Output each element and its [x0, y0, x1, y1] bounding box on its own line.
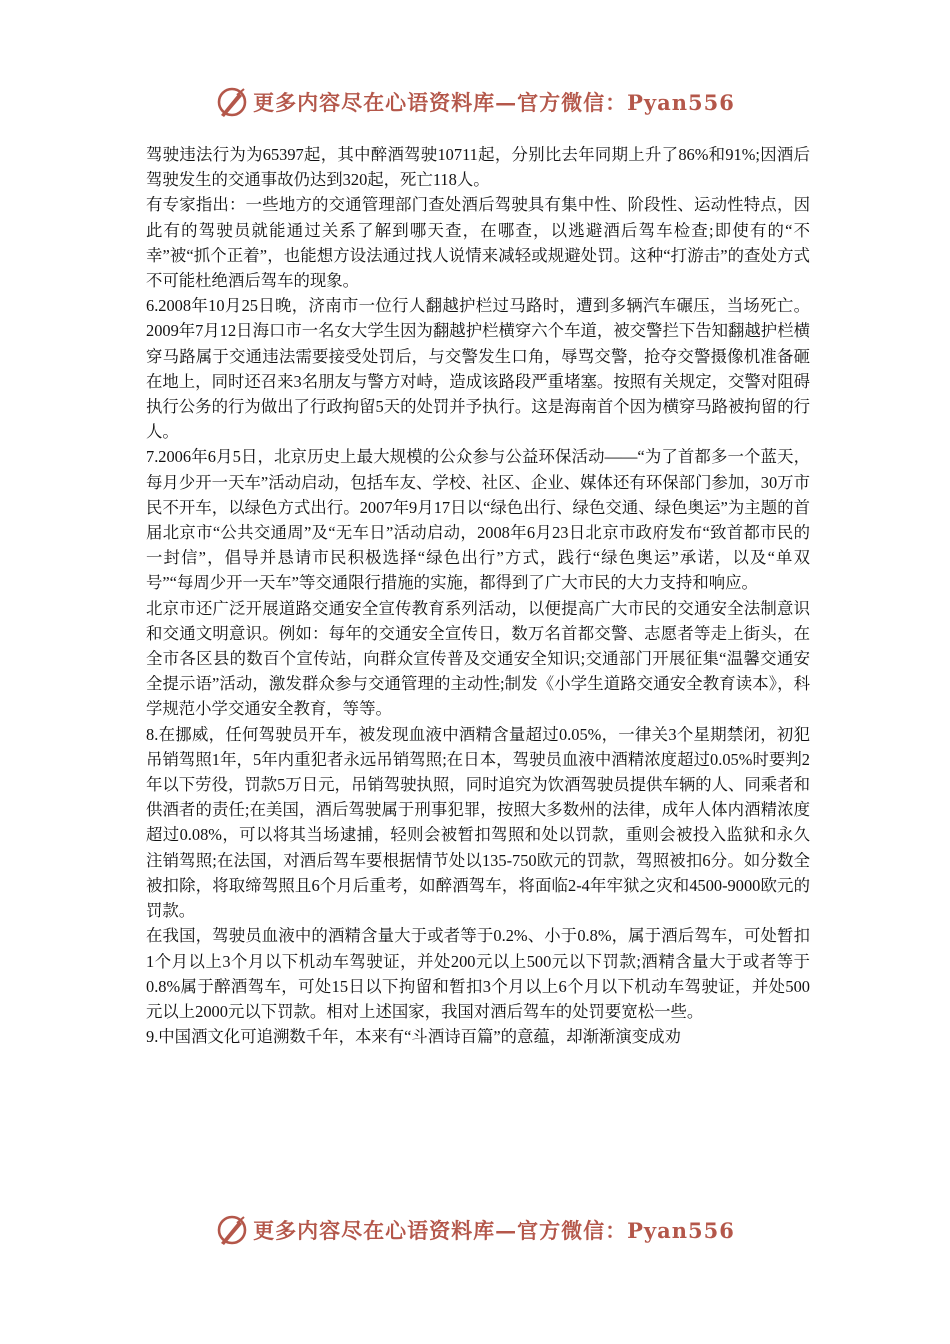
header-banner-text: 更多内容尽在心语资料库—官方微信：Pyan556	[253, 90, 735, 115]
header-banner	[0, 80, 950, 124]
paragraph-4: 7.2006年6月5日，北京历史上最大规模的公众参与公益环保活动——“为了首都多一个蓝天，每月少开一天车”活动启动，包括车友、学校、社区、企业、媒体还有环保部门参加，30万市民不开车，以绿色方式出行。2007年9月17日以“绿色出行、绿色交通、绿色奥运”为主题的首届北京市“公共交通周”及“无车日”活动启动，2008年6月23日北京市政府发布“致首都市民的一封信”，倡导并恳请市民积极选择“绿色出行”方式，践行“绿色奥运”承诺，以及“单双号”“每周少开一天车”等交通限行措施的实施，都得到了广大市民的大力支持和响应。	[146, 447, 810, 593]
footer-banner-text: 更多内容尽在心语资料库—官方微信：Pyan556	[253, 1218, 735, 1243]
pen-circle-logo-icon	[215, 85, 249, 119]
paragraph-5: 北京市还广泛开展道路交通安全宣传教育系列活动，以便提高广大市民的交通安全法制意识和交通文明意识。例如：每年的交通安全宣传日，数万名首都交警、志愿者等走上街头，在全市各区县的数百个宣传站，向群众宣传普及交通安全知识;交通部门开展征集“温馨交通安全提示语”活动，激发群众参与交通管理的主动性;制发《小学生道路交通安全教育读本》，科学规范小学交通安全教育，等等。	[146, 598, 810, 719]
paragraph-1: 驾驶违法行为为65397起，其中醉酒驾驶10711起，分别比去年同期上升了86%和91%;因酒后驾驶发生的交通事故仍达到320起，死亡118人。	[146, 145, 810, 190]
paragraph-8: 9.中国酒文化可追溯数千年，本来有“斗酒诗百篇”的意蕴，却渐渐演变成劝	[146, 1027, 681, 1047]
footer-banner	[0, 1208, 950, 1252]
paragraph-7: 在我国，驾驶员血液中的酒精含量大于或者等于0.2%、小于0.8%，属于酒后驾车，可处暂扣1个月以上3个月以下机动车驾驶证，并处200元以上500元以下罚款;酒精含量大于或者等于0.8%属于醉酒驾车，可处15日以下拘留和暂扣3个月以上6个月以下机动车驾驶证，并处500元以上2000元以下罚款。相对上述国家，我国对酒后驾车的处罚要宽松一些。	[146, 926, 810, 1021]
paragraph-3: 6.2008年10月25日晚，济南市一位行人翻越护栏过马路时，遭到多辆汽车碾压，当场死亡。2009年7月12日海口市一名女大学生因为翻越护栏横穿六个车道，被交警拦下告知翻越护栏横穿马路属于交通违法需要接受处罚后，与交警发生口角，辱骂交警，抢夺交警摄像机准备砸在地上，同时还召来3名朋友与警方对峙，造成该路段严重堵塞。按照有关规定，交警对阻碍执行公务的行为做出了行政拘留5天的处罚并予执行。这是海南首个因为横穿马路被拘留的行人。	[146, 296, 810, 442]
paragraph-6: 8.在挪威，任何驾驶员开车，被发现血液中酒精含量超过0.05%，一律关3个星期禁闭，初犯吊销驾照1年，5年内重犯者永远吊销驾照;在日本，驾驶员血液中酒精浓度超过0.05%时要判2年以下劳役，罚款5万日元，吊销驾驶执照，同时追究为饮酒驾驶员提供车辆的人、同乘者和供酒者的责任;在美国，酒后驾驶属于刑事犯罪，按照大多数州的法律，成年人体内酒精浓度超过0.08%，可以将其当场逮捕，轻则会被暂扣驾照和处以罚款，重则会被投入监狱和永久注销驾照;在法国，对酒后驾车要根据情节处以135-750欧元的罚款，驾照被扣6分。如分数全被扣除，将取缔驾照且6个月后重考，如醉酒驾车，将面临2-4年牢狱之灾和4500-9000欧元的罚款。	[146, 724, 810, 921]
paragraph-2: 有专家指出：一些地方的交通管理部门查处酒后驾驶具有集中性、阶段性、运动性特点，因此有的驾驶员就能通过关系了解到哪天查，在哪查，以逃避酒后驾车检查;即使有的“不幸”被“抓个正着”，也能想方设法通过找人说情来减轻或规避处罚。这种“打游击”的查处方式不可能杜绝酒后驾车的现象。	[146, 195, 810, 291]
document-body	[146, 142, 810, 1049]
pen-circle-logo-icon	[215, 1213, 249, 1247]
